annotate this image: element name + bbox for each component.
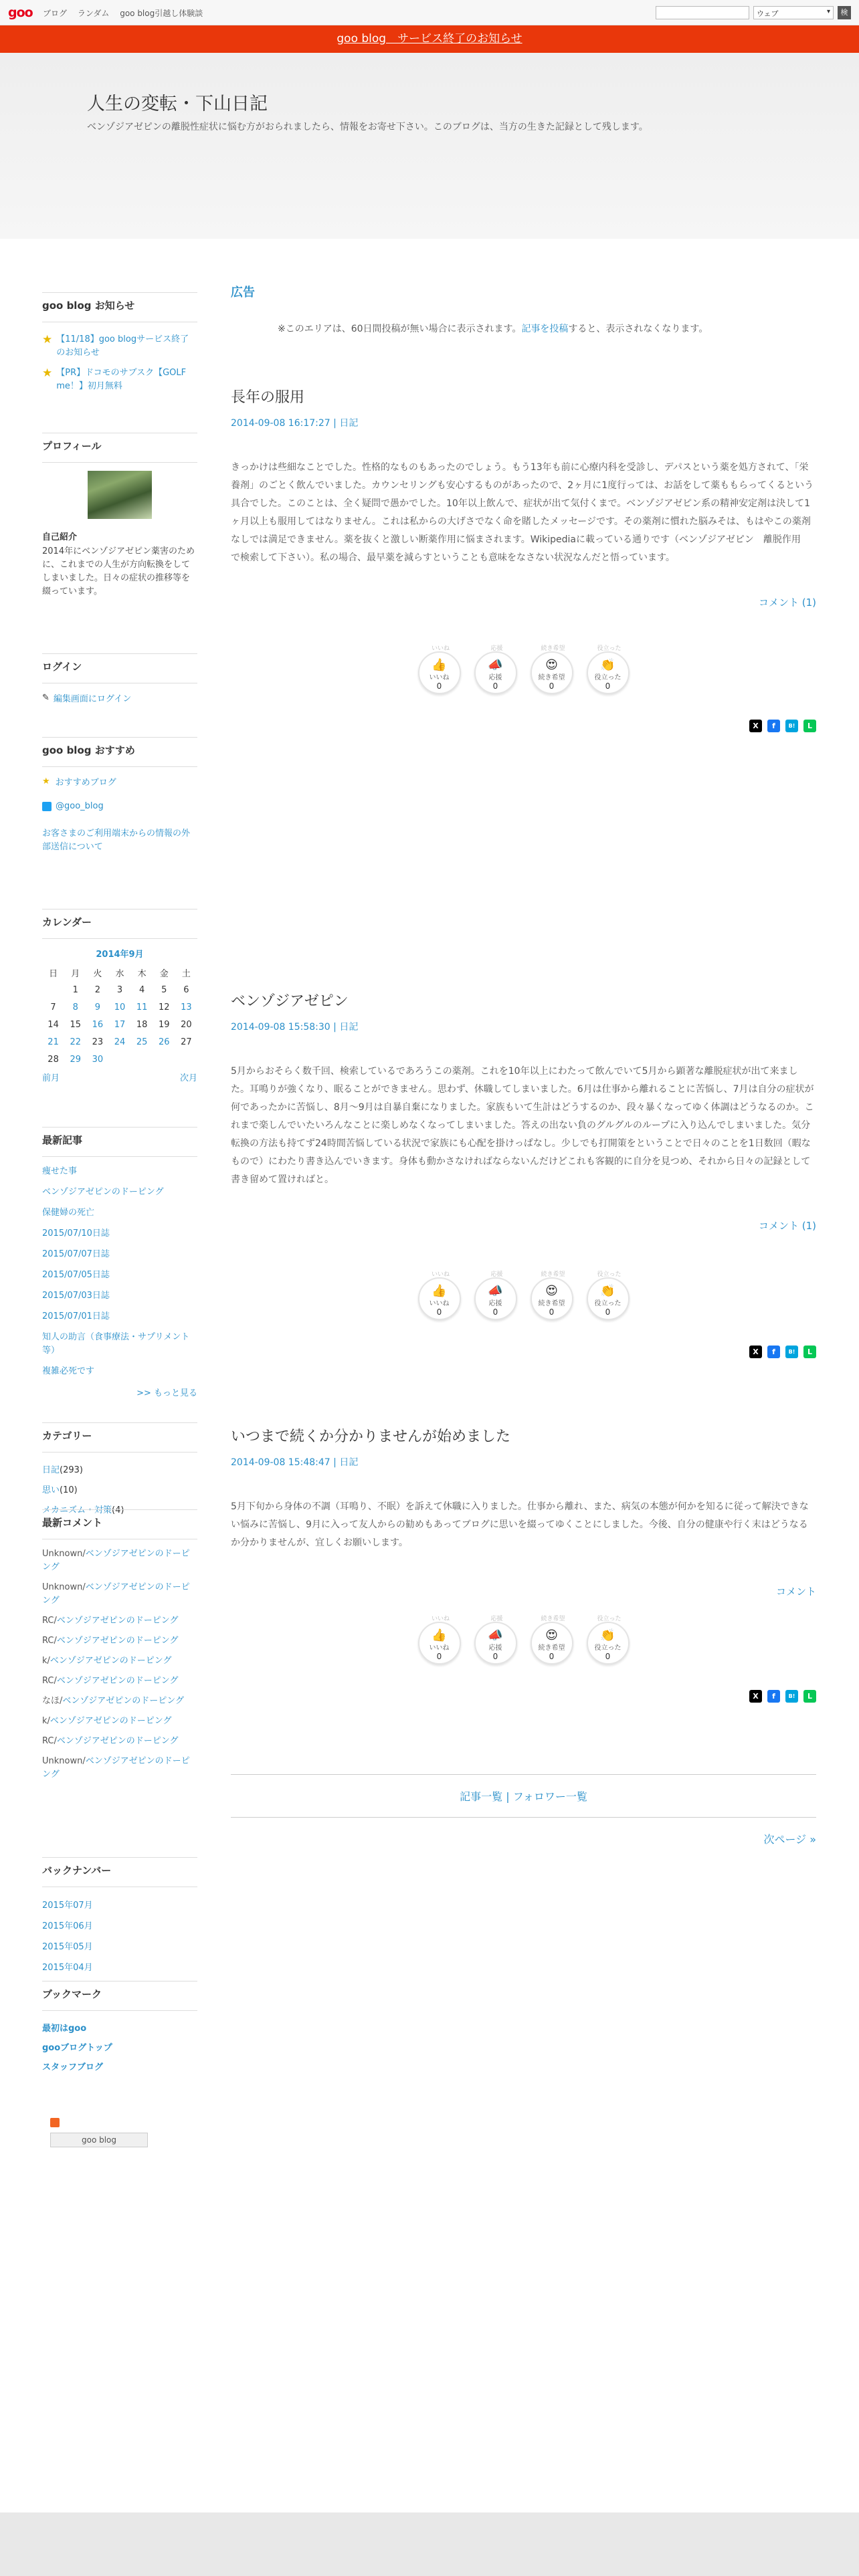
service-end-link[interactable]: goo blog サービス終了のお知らせ <box>337 32 522 45</box>
comment-author: RC/ <box>42 1736 57 1746</box>
reaction-count: 0 <box>549 681 555 691</box>
bookmark-link[interactable]: gooブログトップ <box>42 2043 112 2053</box>
star-icon: ★ <box>42 333 53 346</box>
calendar-weekday: 火 <box>93 968 102 979</box>
cheer-icon: 📣 <box>488 1284 503 1298</box>
reaction-cheer-button[interactable] <box>474 1271 517 1320</box>
sidebar-calendar <box>42 909 197 1083</box>
notice-link-1[interactable]: 【11/18】goo blogサービス終了のお知らせ <box>56 334 189 358</box>
post-date: 2014-09-08 15:48:47 <box>231 1457 330 1468</box>
calendar-day <box>153 1033 175 1051</box>
reaction-count: 0 <box>605 681 611 691</box>
recent-article-link[interactable]: 痩せた事 <box>42 1166 78 1176</box>
calendar-table <box>42 964 197 1068</box>
recent-article-link[interactable]: 2015/07/05日誌 <box>42 1270 110 1280</box>
want-more-icon: 😍 <box>545 1284 558 1298</box>
post-category[interactable]: 日記 <box>339 1022 359 1033</box>
recommend-link[interactable]: おすすめブログ <box>55 778 116 788</box>
post-meta: 2014-09-08 15:48:47 | 日記 <box>231 1457 359 1468</box>
backnumber-link[interactable]: 2015年06月 <box>42 1921 93 1931</box>
calendar-day <box>86 1016 108 1033</box>
calendar-day <box>175 1051 197 1068</box>
category-link[interactable]: メカニズム・対策 <box>42 1505 112 1515</box>
calendar-day-link[interactable]: 13 <box>181 1002 192 1012</box>
reaction-caption: 応援 <box>490 1616 503 1622</box>
calendar-day <box>153 1051 175 1068</box>
recent-article-link[interactable]: 2015/07/10日誌 <box>42 1228 110 1239</box>
reaction-caption: 役立った <box>597 1271 622 1278</box>
comment-article-link[interactable]: ベンゾジアゼピンのドーピング <box>56 1616 179 1626</box>
comment-author: Unknown/ <box>42 1756 86 1766</box>
goo-logo[interactable]: goo <box>8 5 33 20</box>
like-icon: 👍 <box>432 1628 447 1642</box>
blog-post <box>231 1425 816 1598</box>
calendar-day: 12 <box>159 1002 170 1012</box>
facebook-share-icon[interactable]: f <box>767 720 780 732</box>
sidebar-profile <box>42 433 197 599</box>
recent-article-link[interactable]: 複雑必死です <box>42 1366 95 1376</box>
calendar-day: 7 <box>50 1002 56 1012</box>
calendar-day: 19 <box>159 1019 170 1030</box>
reaction-like-button[interactable] <box>418 1616 461 1665</box>
calendar-day-link[interactable]: 16 <box>92 1019 104 1030</box>
calendar-day: 28 <box>47 1054 59 1065</box>
calendar-day-link[interactable]: 26 <box>159 1037 170 1047</box>
category-link[interactable]: 思い <box>42 1485 60 1495</box>
post-comment-link[interactable]: コメント (1) <box>758 597 816 609</box>
post-category[interactable]: 日記 <box>339 1457 359 1468</box>
star-icon: ★ <box>42 366 53 380</box>
calendar-day <box>42 981 64 998</box>
reaction-caption: 役立った <box>597 1616 622 1622</box>
calendar-weekday: 金 <box>159 968 169 979</box>
reaction-caption: 続き希望 <box>541 1616 565 1622</box>
sidebar-recommend <box>42 737 197 854</box>
reaction-caption: 応援 <box>490 645 503 652</box>
post-date: 2014-09-08 15:58:30 <box>231 1022 330 1033</box>
reaction-count: 0 <box>605 1652 611 1661</box>
calendar-day <box>108 1016 130 1033</box>
calendar-day: 14 <box>47 1019 59 1030</box>
recent-article-link[interactable]: 保健婦の死亡 <box>42 1208 95 1218</box>
comment-author: RC/ <box>42 1676 57 1686</box>
backnumber-link[interactable]: 2015年07月 <box>42 1901 93 1911</box>
post-meta: 2014-09-08 15:58:30 | 日記 <box>231 1022 359 1033</box>
recent-article-link[interactable]: 2015/07/03日誌 <box>42 1291 110 1301</box>
line-share-icon[interactable]: L <box>803 720 816 732</box>
comment-author: k/ <box>42 1716 50 1726</box>
reaction-label: いいね <box>429 1300 450 1307</box>
reaction-label: 続き希望 <box>538 1644 565 1652</box>
x-share-icon[interactable]: X <box>749 720 762 732</box>
reaction-want-more-button[interactable] <box>531 645 573 694</box>
top-search <box>656 6 851 19</box>
calendar-month: 2014年9月 <box>96 950 144 960</box>
twitter-link[interactable]: @goo_blog <box>56 801 104 811</box>
reaction-buttons <box>231 1271 816 1320</box>
sidebar-comments <box>42 1509 197 1788</box>
calendar-day <box>131 1051 153 1068</box>
calendar-day <box>86 1051 108 1068</box>
comment-author: RC/ <box>42 1636 57 1646</box>
comment-article-link[interactable]: ベンゾジアゼピンのドーピング <box>42 1582 190 1606</box>
calendar-day-link[interactable]: 9 <box>94 1002 100 1012</box>
comment-article-link[interactable]: ベンゾジアゼピンのドーピング <box>56 1736 179 1746</box>
calendar-weekday: 日 <box>49 968 58 979</box>
reaction-count: 0 <box>436 1307 442 1317</box>
comment-author: Unknown/ <box>42 1582 86 1592</box>
reaction-count: 0 <box>492 1307 498 1317</box>
post-title[interactable]: いつまで続くか分かりませんが始めました <box>231 1428 511 1445</box>
sidebar-recent <box>42 1127 197 1398</box>
post-list-footer: 記事一覧 | フォロワー一覧 次ページ » <box>231 1774 816 1846</box>
sidebar-login <box>42 653 197 704</box>
comment-article-link[interactable]: ベンゾジアゼピンのドーピング <box>62 1696 185 1706</box>
comment-article-link[interactable]: ベンゾジアゼピンのドーピング <box>56 1676 179 1686</box>
post-comment-link[interactable]: コメント <box>775 1586 816 1598</box>
share-buttons <box>749 1690 816 1703</box>
comments-heading: 最新コメント <box>42 1515 197 1539</box>
search-input[interactable] <box>656 6 749 19</box>
post-date: 2014-09-08 16:17:27 <box>231 418 330 429</box>
reaction-count: 0 <box>549 1652 555 1661</box>
article-list-link[interactable]: 記事一覧 <box>460 1790 503 1803</box>
comment-article-link[interactable]: ベンゾジアゼピンのドーピング <box>50 1716 172 1726</box>
line-share-icon[interactable]: L <box>803 1346 816 1358</box>
category-item <box>42 1481 197 1501</box>
follower-list-link[interactable]: フォロワー一覧 <box>512 1790 587 1803</box>
external-transmission-link[interactable]: お客さまのご利用端末からの情報の外部送信について <box>42 829 191 852</box>
calendar-weekday: 土 <box>181 968 191 979</box>
profile-image[interactable] <box>88 471 152 519</box>
recent-comment-item <box>42 1581 197 1608</box>
recent-comment-item <box>42 1715 197 1728</box>
want-more-icon: 😍 <box>545 658 558 672</box>
pencil-icon: ✎ <box>42 693 50 703</box>
line-share-icon[interactable]: L <box>803 1690 816 1703</box>
calendar-heading: カレンダー <box>42 915 197 939</box>
x-share-icon[interactable]: X <box>749 1346 762 1358</box>
recent-comment-item <box>42 1755 197 1782</box>
calendar-day <box>64 1033 86 1051</box>
sidebar-backnumber <box>42 1857 197 1973</box>
post-title[interactable]: 長年の服用 <box>231 389 305 406</box>
blog-post <box>231 990 816 1232</box>
calendar-day: 4 <box>138 984 145 995</box>
profile-heading: プロフィール <box>42 439 197 463</box>
post-body: 5月からおそらく数千回、検索しているであろうこの薬剤。これを10年以上にわたって飲んでいて5月から顕著な離脱症状が出て来ました。耳鳴りが強くなり、眠ることができません。思わず、休職してしまいました。6月は仕事から離れることに苦悩し、7月は自分の症状が何であったかに苦悩し、8月〜9月は自暴自棄になりました。家族もいて生計はどうするのか、段々暴くなってゆく体調はどうなるのか。これまで楽しんでいたいろんなことに楽しめなくなってしまいました。答えの出ない負のグルグルのループに入り込んでしまいました。気分転換の方法も持てず24時間苦悩している状況で家族にも心配を掛けっぱなし。少しでも打開策をということで日々のことを1日数回（暇なもので）にわたり書き込んでいきます。身体も動かさなければならないんだけどこれも客観的に自分を見つめ、それから日々の記録として書き留めて置ければと。 <box>231 1066 814 1185</box>
top-link-blog[interactable]: ブログ <box>43 9 68 18</box>
ad-note-text: ※このエリアは、60日間投稿が無い場合に表示されます。 <box>278 324 522 334</box>
top-link-migration[interactable]: goo blog引越し体験談 <box>120 9 203 18</box>
calendar-day: 23 <box>92 1037 104 1047</box>
reaction-helpful-button[interactable] <box>587 645 630 694</box>
calendar-day-link[interactable]: 25 <box>136 1037 148 1047</box>
calendar-day <box>108 1033 130 1051</box>
post-body: きっかけは些細なことでした。性格的なものもあったのでしょう。もう13年も前に心療内科を受診し、デパスという薬を処方されて、「栄養剤」のごとく飲んでいました。カウンセリングも安心するものがあったので、2ヶ月に1度行っては、お話をして薬ももらってくるという具合でした。このことは、全く疑問で愚かでした。10年以上飲んで、症状が出て気付くまで。ベンゾジアゼピン系の精神安定剤は決して1ヶ月以上も服用してはなりません。これは私からの大げさでなく命を賭したメッセージです。その薬剤に慣れた脳みそは、もはやこの薬剤なしでは満足できません。薬を抜くと激しい断薬作用に悩まされます。Wikipediaに載っている通りです（ベンゾジアゼピン 離脱作用 で検索して下さい）。私の場合、最早薬を減らすということも意味をなさない状況なんだと悟っています。 <box>231 462 814 563</box>
reaction-buttons <box>231 645 816 694</box>
hatena-share-icon[interactable]: B! <box>785 720 798 732</box>
facebook-share-icon[interactable]: f <box>767 1346 780 1358</box>
reaction-caption: 続き希望 <box>541 1271 565 1278</box>
calendar-day <box>42 1033 64 1051</box>
post-title[interactable]: ベンゾジアゼピン <box>231 993 349 1010</box>
recent-article-link[interactable]: 2015/07/07日誌 <box>42 1249 110 1259</box>
calendar-day: 6 <box>183 984 189 995</box>
like-icon: 👍 <box>432 1284 447 1298</box>
calendar-day-link[interactable]: 24 <box>114 1037 126 1047</box>
comment-author: k/ <box>42 1656 50 1666</box>
reaction-want-more-button[interactable] <box>531 1616 573 1665</box>
service-end-notice <box>0 25 859 53</box>
profile-intro-label: 自己紹介 <box>42 532 78 542</box>
post-article-link[interactable]: 記事を投稿 <box>521 324 569 334</box>
category-item <box>42 1461 197 1481</box>
reaction-like-button[interactable] <box>418 645 461 694</box>
category-count: (10) <box>60 1485 78 1495</box>
bookmark-heading: ブックマーク <box>42 1987 197 2011</box>
ad-note <box>278 322 708 335</box>
backnumber-link[interactable]: 2015年05月 <box>42 1942 93 1952</box>
calendar-day-link[interactable]: 29 <box>70 1054 81 1065</box>
calendar-day <box>108 998 130 1016</box>
calendar-weekday: 木 <box>137 968 147 979</box>
calendar-day: 20 <box>181 1019 192 1030</box>
blog-post <box>231 386 816 609</box>
reaction-cheer-button[interactable] <box>474 645 517 694</box>
comment-article-link[interactable]: ベンゾジアゼピンのドーピング <box>56 1636 179 1646</box>
top-bar <box>0 0 859 25</box>
calendar-weekday: 月 <box>71 968 80 979</box>
reaction-label: いいね <box>429 674 450 681</box>
sidebar-notice <box>42 292 197 393</box>
recent-comment-item <box>42 1654 197 1668</box>
calendar-day-link[interactable]: 17 <box>114 1019 126 1030</box>
hatena-share-icon[interactable]: B! <box>785 1346 798 1358</box>
comment-author: なほ/ <box>42 1696 63 1706</box>
reaction-count: 0 <box>492 681 498 691</box>
reaction-caption: 役立った <box>597 645 622 652</box>
calendar-day <box>64 1051 86 1068</box>
reaction-count: 0 <box>549 1307 555 1317</box>
want-more-icon: 😍 <box>545 1628 558 1642</box>
reaction-count: 0 <box>605 1307 611 1317</box>
reaction-count: 0 <box>436 1652 442 1661</box>
login-link[interactable]: 編集画面にログイン <box>53 694 132 704</box>
comment-article-link[interactable]: ベンゾジアゼピンのドーピング <box>42 1756 190 1780</box>
x-share-icon[interactable]: X <box>749 1690 762 1703</box>
recent-article-link[interactable]: 知人の助言（食事療法・サプリメント等） <box>42 1332 190 1356</box>
recent-comment-item <box>42 1614 197 1628</box>
ad-heading: 広告 <box>231 286 255 300</box>
goo-blog-badge[interactable]: goo blog <box>50 2133 148 2147</box>
calendar-day <box>131 1033 153 1051</box>
next-page-link[interactable]: 次ページ » <box>763 1833 816 1846</box>
calendar-day <box>108 1051 130 1068</box>
reaction-cheer-button[interactable] <box>474 1616 517 1665</box>
hatena-share-icon[interactable]: B! <box>785 1690 798 1703</box>
reaction-caption: いいね <box>431 1616 450 1622</box>
comment-author: RC/ <box>42 1616 57 1626</box>
reaction-label: 応援 <box>488 1644 502 1652</box>
rss-icon[interactable] <box>50 2118 60 2127</box>
helpful-icon: 👏 <box>600 1284 615 1298</box>
post-body: 5月下旬から身体の不調（耳鳴り、不眠）を訴えて休職に入りました。仕事から離れ、また、病気の本態が何かを知るに従って解決できない悩みに苦悩し、9月に入って友人からの勧めもあってブログに思いを綴ってゆくことにしました。今後、自分の健康や行く末はどうなるか分かりませんが、宜しくお願いします。 <box>231 1501 809 1548</box>
calendar-day: 18 <box>136 1019 148 1030</box>
recent-article-link[interactable]: ベンゾジアゼピンのドーピング <box>42 1187 164 1197</box>
page-footer <box>0 2512 859 2576</box>
calendar-day-link[interactable]: 10 <box>114 1002 126 1012</box>
recent-comment-item <box>42 1675 197 1688</box>
reaction-label: 応援 <box>488 1300 502 1307</box>
helpful-icon: 👏 <box>600 1628 615 1642</box>
recent-comment-item <box>42 1735 197 1748</box>
calendar-day: 15 <box>70 1019 81 1030</box>
reaction-count: 0 <box>436 681 442 691</box>
reaction-count: 0 <box>492 1652 498 1661</box>
reaction-caption: いいね <box>431 1271 450 1278</box>
calendar-day: 2 <box>94 984 100 995</box>
recent-comment-item <box>42 1547 197 1574</box>
category-link[interactable]: 日記 <box>42 1465 60 1475</box>
reaction-like-button[interactable] <box>418 1271 461 1320</box>
share-buttons <box>749 1346 816 1358</box>
backnumber-scroll-list[interactable] <box>42 1895 197 1973</box>
helpful-icon: 👏 <box>600 658 615 672</box>
comment-article-link[interactable]: ベンゾジアゼピンのドーピング <box>42 1549 190 1572</box>
calendar-next-month[interactable]: 次月 <box>179 1073 197 1083</box>
top-links <box>43 7 211 19</box>
calendar-day: 27 <box>181 1037 192 1047</box>
bookmark-link[interactable]: スタッフブログ <box>42 2062 104 2072</box>
blog-title[interactable]: 人生の変転・下山日記 <box>87 94 268 114</box>
bookmark-link[interactable]: 最初はgoo <box>42 2024 87 2034</box>
calendar-day <box>64 998 86 1016</box>
reaction-caption: 応援 <box>490 1271 503 1278</box>
reaction-label: 役立った <box>594 674 622 681</box>
calendar-day: 5 <box>161 984 167 995</box>
reaction-want-more-button[interactable] <box>531 1271 573 1320</box>
blog-header <box>0 53 859 239</box>
calendar-day-link[interactable]: 11 <box>136 1002 148 1012</box>
reaction-caption: いいね <box>431 645 450 652</box>
calendar-day <box>175 998 197 1016</box>
reaction-caption: 続き希望 <box>541 645 565 652</box>
reaction-helpful-button[interactable] <box>587 1616 630 1665</box>
star-icon: ★ <box>42 776 50 786</box>
facebook-share-icon[interactable]: f <box>767 1690 780 1703</box>
profile-intro: 2014年にベンゾジアゼピン薬害のために、これまでの人生が方向転換をしてしまいました。日々の症状の推移等を綴っています。 <box>42 546 195 597</box>
calendar-day-link[interactable]: 30 <box>92 1054 104 1065</box>
comment-author: Unknown/ <box>42 1549 86 1559</box>
ad-note-text-after: すると、表示されなくなります。 <box>568 324 708 334</box>
recent-heading: 最新記事 <box>42 1133 197 1157</box>
reaction-label: 応援 <box>488 674 502 681</box>
calendar-prev-month[interactable]: 前月 <box>42 1073 60 1083</box>
reaction-helpful-button[interactable] <box>587 1271 630 1320</box>
twitter-icon <box>42 802 52 811</box>
post-meta: 2014-09-08 16:17:27 | 日記 <box>231 418 359 429</box>
category-count: (293) <box>60 1465 83 1475</box>
post-comment-link[interactable]: コメント (1) <box>758 1220 816 1232</box>
reaction-label: いいね <box>429 1644 450 1652</box>
calendar-weekday: 水 <box>115 968 124 979</box>
reaction-label: 役立った <box>594 1300 622 1307</box>
comment-article-link[interactable]: ベンゾジアゼピンのドーピング <box>50 1656 172 1666</box>
notice-link-2[interactable]: 【PR】ドコモのサブスク【GOLF me！】初月無料 <box>56 368 187 391</box>
cheer-icon: 📣 <box>488 1628 503 1642</box>
like-icon: 👍 <box>432 658 447 672</box>
recent-more-link[interactable]: >> もっと見る <box>136 1388 197 1398</box>
cheer-icon: 📣 <box>488 658 503 672</box>
calendar-day <box>131 998 153 1016</box>
sidebar-bookmark <box>42 1981 197 2077</box>
calendar-day-link[interactable]: 8 <box>72 1002 78 1012</box>
reaction-buttons <box>231 1616 816 1665</box>
top-link-random[interactable]: ランダム <box>77 9 110 18</box>
recent-article-link[interactable]: 2015/07/01日誌 <box>42 1311 110 1321</box>
calendar-day: 3 <box>116 984 123 995</box>
category-count: (4) <box>112 1505 124 1515</box>
recommend-heading: goo blog おすすめ <box>42 743 197 767</box>
search-scope-select[interactable]: ウェブ ▾ <box>753 6 834 19</box>
blog-description: ベンゾジアゼピンの離脱性症状に悩む方がおられましたら、情報をお寄せ下さい。このブログは、当方の生きた記録として残します。 <box>87 122 648 132</box>
post-category[interactable]: 日記 <box>339 418 359 429</box>
backnumber-link[interactable]: 2015年04月 <box>42 1963 93 1973</box>
reaction-label: 役立った <box>594 1644 622 1652</box>
reaction-label: 続き希望 <box>538 674 565 681</box>
reaction-label: 続き希望 <box>538 1300 565 1307</box>
calendar-day-link[interactable]: 21 <box>47 1037 59 1047</box>
calendar-day: 1 <box>72 984 78 995</box>
categories-heading: カテゴリー <box>42 1428 197 1453</box>
share-buttons <box>749 720 816 732</box>
calendar-day <box>86 998 108 1016</box>
sidebar-categories <box>42 1422 197 1521</box>
recent-comment-item <box>42 1695 197 1708</box>
login-heading: ログイン <box>42 659 197 683</box>
backnumber-heading: バックナンバー <box>42 1863 197 1887</box>
recent-comment-item <box>42 1634 197 1648</box>
search-button[interactable]: 検 <box>838 6 851 19</box>
sidebar-footer-badges <box>42 2118 197 2147</box>
calendar-day-link[interactable]: 22 <box>70 1037 81 1047</box>
sidebar-notice-heading: goo blog お知らせ <box>42 298 197 322</box>
